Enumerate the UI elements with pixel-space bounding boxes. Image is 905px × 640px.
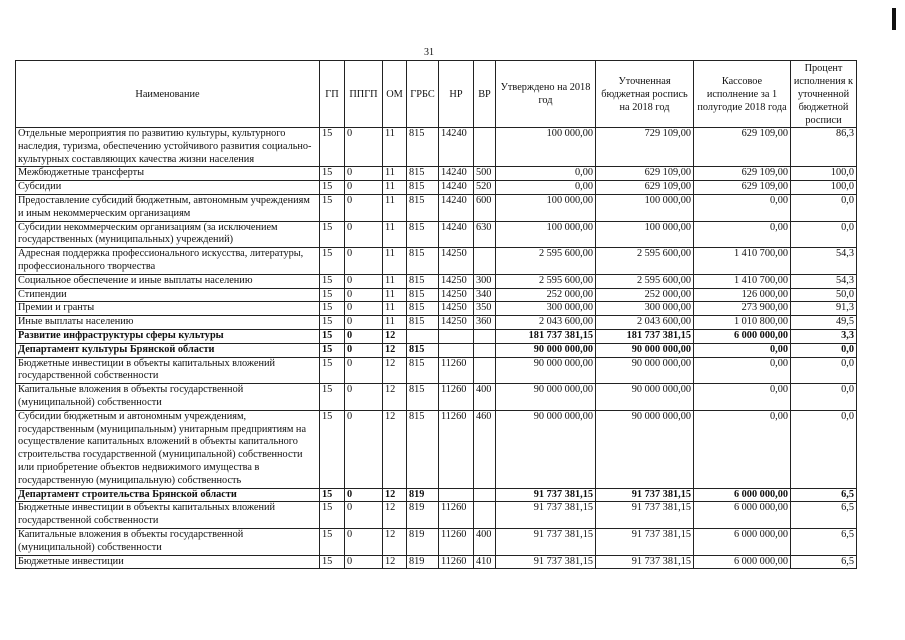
cell-approved: 2 595 600,00 bbox=[496, 248, 596, 275]
cell-percent: 0,0 bbox=[791, 384, 857, 411]
col-header-vr: ВР bbox=[474, 61, 496, 128]
cell-om: 12 bbox=[383, 329, 407, 343]
cell-gp: 15 bbox=[320, 488, 345, 502]
cell-ppgp: 0 bbox=[345, 384, 383, 411]
cell-name: Стипендии bbox=[16, 288, 320, 302]
cell-approved: 2 043 600,00 bbox=[496, 316, 596, 330]
cell-om: 12 bbox=[383, 488, 407, 502]
cell-np bbox=[439, 343, 474, 357]
cell-percent: 100,0 bbox=[791, 167, 857, 181]
cell-om: 11 bbox=[383, 316, 407, 330]
cell-om: 12 bbox=[383, 502, 407, 529]
cell-refined: 90 000 000,00 bbox=[596, 357, 694, 384]
cell-vr bbox=[474, 502, 496, 529]
cell-ppgp: 0 bbox=[345, 343, 383, 357]
cell-cash: 6 000 000,00 bbox=[694, 329, 791, 343]
cell-percent: 0,0 bbox=[791, 357, 857, 384]
cell-vr bbox=[474, 329, 496, 343]
table-row bbox=[16, 167, 857, 181]
cell-name: Бюджетные инвестиции bbox=[16, 555, 320, 569]
cell-name: Предоставление субсидий бюджетным, автономным учреждениям и иным некоммерческим организациям bbox=[16, 194, 320, 221]
cell-name: Премии и гранты bbox=[16, 302, 320, 316]
cell-gp: 15 bbox=[320, 194, 345, 221]
cell-vr: 400 bbox=[474, 528, 496, 555]
cell-name: Межбюджетные трансферты bbox=[16, 167, 320, 181]
cell-om: 11 bbox=[383, 248, 407, 275]
cell-percent: 6,5 bbox=[791, 502, 857, 529]
cell-percent: 0,0 bbox=[791, 343, 857, 357]
cell-refined: 90 000 000,00 bbox=[596, 410, 694, 488]
cell-ppgp: 0 bbox=[345, 248, 383, 275]
cell-gp: 15 bbox=[320, 329, 345, 343]
cell-percent: 54,3 bbox=[791, 274, 857, 288]
cell-approved: 300 000,00 bbox=[496, 302, 596, 316]
cell-grbs: 815 bbox=[407, 274, 439, 288]
cell-np: 14250 bbox=[439, 316, 474, 330]
table-row bbox=[16, 316, 857, 330]
cell-cash: 6 000 000,00 bbox=[694, 555, 791, 569]
cell-refined: 2 043 600,00 bbox=[596, 316, 694, 330]
cell-name: Капитальные вложения в объекты государственной (муниципальной) собственности bbox=[16, 528, 320, 555]
cell-name: Субсидии бюджетным и автономным учреждениям, государственным (муниципальным) унитарным предприятиям на осуществление капитальных вложений в объекты капитального строительства государственной (муниципальной) собственности или приобретение объектов недвижимого имущества в государственную (муниципальную) собственность bbox=[16, 410, 320, 488]
cell-ppgp: 0 bbox=[345, 316, 383, 330]
cell-ppgp: 0 bbox=[345, 555, 383, 569]
cell-gp: 15 bbox=[320, 384, 345, 411]
cell-grbs: 815 bbox=[407, 194, 439, 221]
cell-cash: 126 000,00 bbox=[694, 288, 791, 302]
cell-om: 12 bbox=[383, 384, 407, 411]
cell-cash: 1 410 700,00 bbox=[694, 274, 791, 288]
cell-np: 11260 bbox=[439, 357, 474, 384]
cell-approved: 181 737 381,15 bbox=[496, 329, 596, 343]
cell-grbs: 815 bbox=[407, 167, 439, 181]
table-row bbox=[16, 502, 857, 529]
cell-vr: 360 bbox=[474, 316, 496, 330]
col-header-refined: Уточненная бюджетная роспись на 2018 год bbox=[596, 61, 694, 128]
cell-approved: 0,00 bbox=[496, 181, 596, 195]
cell-refined: 100 000,00 bbox=[596, 221, 694, 248]
col-header-percent: Процент исполнения к уточненной бюджетной росписи bbox=[791, 61, 857, 128]
cell-np: 11260 bbox=[439, 384, 474, 411]
cell-grbs: 815 bbox=[407, 128, 439, 167]
cell-percent: 0,0 bbox=[791, 410, 857, 488]
table-row bbox=[16, 410, 857, 488]
cell-gp: 15 bbox=[320, 181, 345, 195]
cell-approved: 0,00 bbox=[496, 167, 596, 181]
cell-om: 11 bbox=[383, 194, 407, 221]
cell-vr: 630 bbox=[474, 221, 496, 248]
col-header-grbs: ГРБС bbox=[407, 61, 439, 128]
table-row bbox=[16, 248, 857, 275]
cell-gp: 15 bbox=[320, 288, 345, 302]
table-row bbox=[16, 329, 857, 343]
cell-name: Развитие инфраструктуры сферы культуры bbox=[16, 329, 320, 343]
cell-vr: 600 bbox=[474, 194, 496, 221]
cell-cash: 1 410 700,00 bbox=[694, 248, 791, 275]
cell-np: 14240 bbox=[439, 128, 474, 167]
cell-grbs: 819 bbox=[407, 555, 439, 569]
cell-om: 12 bbox=[383, 528, 407, 555]
cell-cash: 0,00 bbox=[694, 410, 791, 488]
cell-ppgp: 0 bbox=[345, 528, 383, 555]
cell-grbs: 815 bbox=[407, 181, 439, 195]
cell-ppgp: 0 bbox=[345, 128, 383, 167]
cell-percent: 0,0 bbox=[791, 221, 857, 248]
cell-grbs: 815 bbox=[407, 343, 439, 357]
cell-om: 11 bbox=[383, 274, 407, 288]
cell-np: 14240 bbox=[439, 167, 474, 181]
cell-cash: 0,00 bbox=[694, 384, 791, 411]
cell-percent: 6,5 bbox=[791, 528, 857, 555]
cell-name: Отдельные мероприятия по развитию культуры, культурного наследия, туризма, обеспечению устойчивого развития социально-культурных составляющих качества жизни населения bbox=[16, 128, 320, 167]
table-row bbox=[16, 555, 857, 569]
table-row bbox=[16, 384, 857, 411]
cell-gp: 15 bbox=[320, 128, 345, 167]
cell-approved: 91 737 381,15 bbox=[496, 502, 596, 529]
cell-gp: 15 bbox=[320, 343, 345, 357]
cell-om: 12 bbox=[383, 555, 407, 569]
table-row bbox=[16, 528, 857, 555]
table-row bbox=[16, 302, 857, 316]
cell-cash: 0,00 bbox=[694, 221, 791, 248]
table-row bbox=[16, 343, 857, 357]
cell-percent: 0,0 bbox=[791, 194, 857, 221]
cell-np: 11260 bbox=[439, 502, 474, 529]
cell-name: Иные выплаты населению bbox=[16, 316, 320, 330]
cell-np: 11260 bbox=[439, 555, 474, 569]
table-row bbox=[16, 274, 857, 288]
cell-refined: 91 737 381,15 bbox=[596, 555, 694, 569]
cell-approved: 2 595 600,00 bbox=[496, 274, 596, 288]
cell-ppgp: 0 bbox=[345, 357, 383, 384]
cell-vr: 300 bbox=[474, 274, 496, 288]
cell-om: 11 bbox=[383, 302, 407, 316]
cell-cash: 6 000 000,00 bbox=[694, 502, 791, 529]
cell-gp: 15 bbox=[320, 274, 345, 288]
cell-grbs: 815 bbox=[407, 384, 439, 411]
cell-vr: 410 bbox=[474, 555, 496, 569]
cell-om: 12 bbox=[383, 410, 407, 488]
cell-np: 14250 bbox=[439, 302, 474, 316]
cell-np: 11260 bbox=[439, 410, 474, 488]
cell-vr: 520 bbox=[474, 181, 496, 195]
cell-vr bbox=[474, 248, 496, 275]
cell-refined: 181 737 381,15 bbox=[596, 329, 694, 343]
cell-percent: 3,3 bbox=[791, 329, 857, 343]
cell-approved: 100 000,00 bbox=[496, 194, 596, 221]
cell-om: 12 bbox=[383, 357, 407, 384]
cell-om: 11 bbox=[383, 167, 407, 181]
cell-gp: 15 bbox=[320, 555, 345, 569]
cell-approved: 100 000,00 bbox=[496, 221, 596, 248]
table-row bbox=[16, 357, 857, 384]
cell-ppgp: 0 bbox=[345, 410, 383, 488]
cell-grbs: 819 bbox=[407, 528, 439, 555]
col-header-ppgp: ППГП bbox=[345, 61, 383, 128]
cell-grbs: 815 bbox=[407, 302, 439, 316]
cell-grbs bbox=[407, 329, 439, 343]
cell-cash: 629 109,00 bbox=[694, 167, 791, 181]
cell-np: 14250 bbox=[439, 274, 474, 288]
cell-name: Бюджетные инвестиции в объекты капитальных вложений государственной собственности bbox=[16, 502, 320, 529]
cell-percent: 100,0 bbox=[791, 181, 857, 195]
cell-percent: 50,0 bbox=[791, 288, 857, 302]
cell-grbs: 815 bbox=[407, 248, 439, 275]
col-header-om: ОМ bbox=[383, 61, 407, 128]
cell-ppgp: 0 bbox=[345, 181, 383, 195]
cell-approved: 90 000 000,00 bbox=[496, 410, 596, 488]
cell-np bbox=[439, 329, 474, 343]
cell-approved: 90 000 000,00 bbox=[496, 357, 596, 384]
cell-ppgp: 0 bbox=[345, 502, 383, 529]
cell-refined: 100 000,00 bbox=[596, 194, 694, 221]
cell-ppgp: 0 bbox=[345, 274, 383, 288]
cell-grbs: 815 bbox=[407, 410, 439, 488]
col-header-name: Наименование bbox=[16, 61, 320, 128]
cell-name: Департамент культуры Брянской области bbox=[16, 343, 320, 357]
cell-gp: 15 bbox=[320, 528, 345, 555]
cell-om: 11 bbox=[383, 128, 407, 167]
cell-ppgp: 0 bbox=[345, 167, 383, 181]
cell-gp: 15 bbox=[320, 502, 345, 529]
cell-np: 14240 bbox=[439, 181, 474, 195]
cell-om: 11 bbox=[383, 221, 407, 248]
cell-grbs: 815 bbox=[407, 221, 439, 248]
cell-cash: 1 010 800,00 bbox=[694, 316, 791, 330]
cell-refined: 629 109,00 bbox=[596, 181, 694, 195]
table-row bbox=[16, 488, 857, 502]
cell-vr: 460 bbox=[474, 410, 496, 488]
cell-vr bbox=[474, 343, 496, 357]
cell-name: Департамент строительства Брянской области bbox=[16, 488, 320, 502]
cell-refined: 300 000,00 bbox=[596, 302, 694, 316]
cell-cash: 6 000 000,00 bbox=[694, 488, 791, 502]
cell-percent: 91,3 bbox=[791, 302, 857, 316]
cell-np: 11260 bbox=[439, 528, 474, 555]
cell-ppgp: 0 bbox=[345, 194, 383, 221]
cell-np: 14250 bbox=[439, 248, 474, 275]
cell-gp: 15 bbox=[320, 167, 345, 181]
cell-gp: 15 bbox=[320, 302, 345, 316]
cell-refined: 91 737 381,15 bbox=[596, 528, 694, 555]
cell-refined: 629 109,00 bbox=[596, 167, 694, 181]
cell-ppgp: 0 bbox=[345, 288, 383, 302]
col-header-np: НР bbox=[439, 61, 474, 128]
cell-vr: 400 bbox=[474, 384, 496, 411]
cell-cash: 273 900,00 bbox=[694, 302, 791, 316]
cell-name: Субсидии bbox=[16, 181, 320, 195]
cell-vr bbox=[474, 488, 496, 502]
cell-percent: 6,5 bbox=[791, 488, 857, 502]
col-header-approved: Утверждено на 2018 год bbox=[496, 61, 596, 128]
cell-om: 11 bbox=[383, 288, 407, 302]
cell-approved: 90 000 000,00 bbox=[496, 343, 596, 357]
cell-name: Субсидии некоммерческим организациям (за исключением государственных (муниципальных) учреждений) bbox=[16, 221, 320, 248]
cell-gp: 15 bbox=[320, 410, 345, 488]
cell-approved: 90 000 000,00 bbox=[496, 384, 596, 411]
col-header-gp: ГП bbox=[320, 61, 345, 128]
cell-gp: 15 bbox=[320, 248, 345, 275]
cell-ppgp: 0 bbox=[345, 488, 383, 502]
cell-name: Адресная поддержка профессионального искусства, литературы, профессионального творчества bbox=[16, 248, 320, 275]
cell-vr: 350 bbox=[474, 302, 496, 316]
cell-refined: 252 000,00 bbox=[596, 288, 694, 302]
cell-ppgp: 0 bbox=[345, 329, 383, 343]
table-row bbox=[16, 181, 857, 195]
cell-ppgp: 0 bbox=[345, 302, 383, 316]
table-row bbox=[16, 288, 857, 302]
cell-refined: 2 595 600,00 bbox=[596, 274, 694, 288]
cell-percent: 49,5 bbox=[791, 316, 857, 330]
cell-name: Капитальные вложения в объекты государственной (муниципальной) собственности bbox=[16, 384, 320, 411]
cell-approved: 91 737 381,15 bbox=[496, 488, 596, 502]
cell-percent: 54,3 bbox=[791, 248, 857, 275]
cell-gp: 15 bbox=[320, 316, 345, 330]
cell-grbs: 815 bbox=[407, 288, 439, 302]
cell-cash: 629 109,00 bbox=[694, 128, 791, 167]
cell-grbs: 819 bbox=[407, 488, 439, 502]
cell-cash: 0,00 bbox=[694, 357, 791, 384]
cell-gp: 15 bbox=[320, 221, 345, 248]
cell-cash: 629 109,00 bbox=[694, 181, 791, 195]
cell-om: 12 bbox=[383, 343, 407, 357]
col-header-cash: Кассовое исполнение за 1 полугодие 2018 года bbox=[694, 61, 791, 128]
cell-cash: 0,00 bbox=[694, 343, 791, 357]
cell-refined: 90 000 000,00 bbox=[596, 384, 694, 411]
budget-table bbox=[15, 60, 857, 569]
cell-approved: 252 000,00 bbox=[496, 288, 596, 302]
cell-np: 14250 bbox=[439, 288, 474, 302]
cell-percent: 6,5 bbox=[791, 555, 857, 569]
cell-vr: 500 bbox=[474, 167, 496, 181]
table-row bbox=[16, 128, 857, 167]
cell-vr bbox=[474, 357, 496, 384]
cell-np: 14240 bbox=[439, 221, 474, 248]
cell-approved: 91 737 381,15 bbox=[496, 555, 596, 569]
cell-approved: 100 000,00 bbox=[496, 128, 596, 167]
table-row bbox=[16, 194, 857, 221]
cell-gp: 15 bbox=[320, 357, 345, 384]
cell-percent: 86,3 bbox=[791, 128, 857, 167]
cell-om: 11 bbox=[383, 181, 407, 195]
cell-refined: 90 000 000,00 bbox=[596, 343, 694, 357]
cell-vr bbox=[474, 128, 496, 167]
cell-np bbox=[439, 488, 474, 502]
cell-grbs: 815 bbox=[407, 316, 439, 330]
cell-refined: 91 737 381,15 bbox=[596, 502, 694, 529]
header-row bbox=[16, 61, 857, 128]
cell-ppgp: 0 bbox=[345, 221, 383, 248]
cell-grbs: 819 bbox=[407, 502, 439, 529]
cell-vr: 340 bbox=[474, 288, 496, 302]
cell-refined: 91 737 381,15 bbox=[596, 488, 694, 502]
cell-np: 14240 bbox=[439, 194, 474, 221]
cell-approved: 91 737 381,15 bbox=[496, 528, 596, 555]
table-row bbox=[16, 221, 857, 248]
cell-refined: 729 109,00 bbox=[596, 128, 694, 167]
page-number: 31 bbox=[424, 47, 434, 58]
cell-name: Бюджетные инвестиции в объекты капитальных вложений государственной собственности bbox=[16, 357, 320, 384]
cell-cash: 0,00 bbox=[694, 194, 791, 221]
margin-mark bbox=[892, 8, 896, 30]
cell-cash: 6 000 000,00 bbox=[694, 528, 791, 555]
cell-refined: 2 595 600,00 bbox=[596, 248, 694, 275]
cell-grbs: 815 bbox=[407, 357, 439, 384]
cell-name: Социальное обеспечение и иные выплаты населению bbox=[16, 274, 320, 288]
